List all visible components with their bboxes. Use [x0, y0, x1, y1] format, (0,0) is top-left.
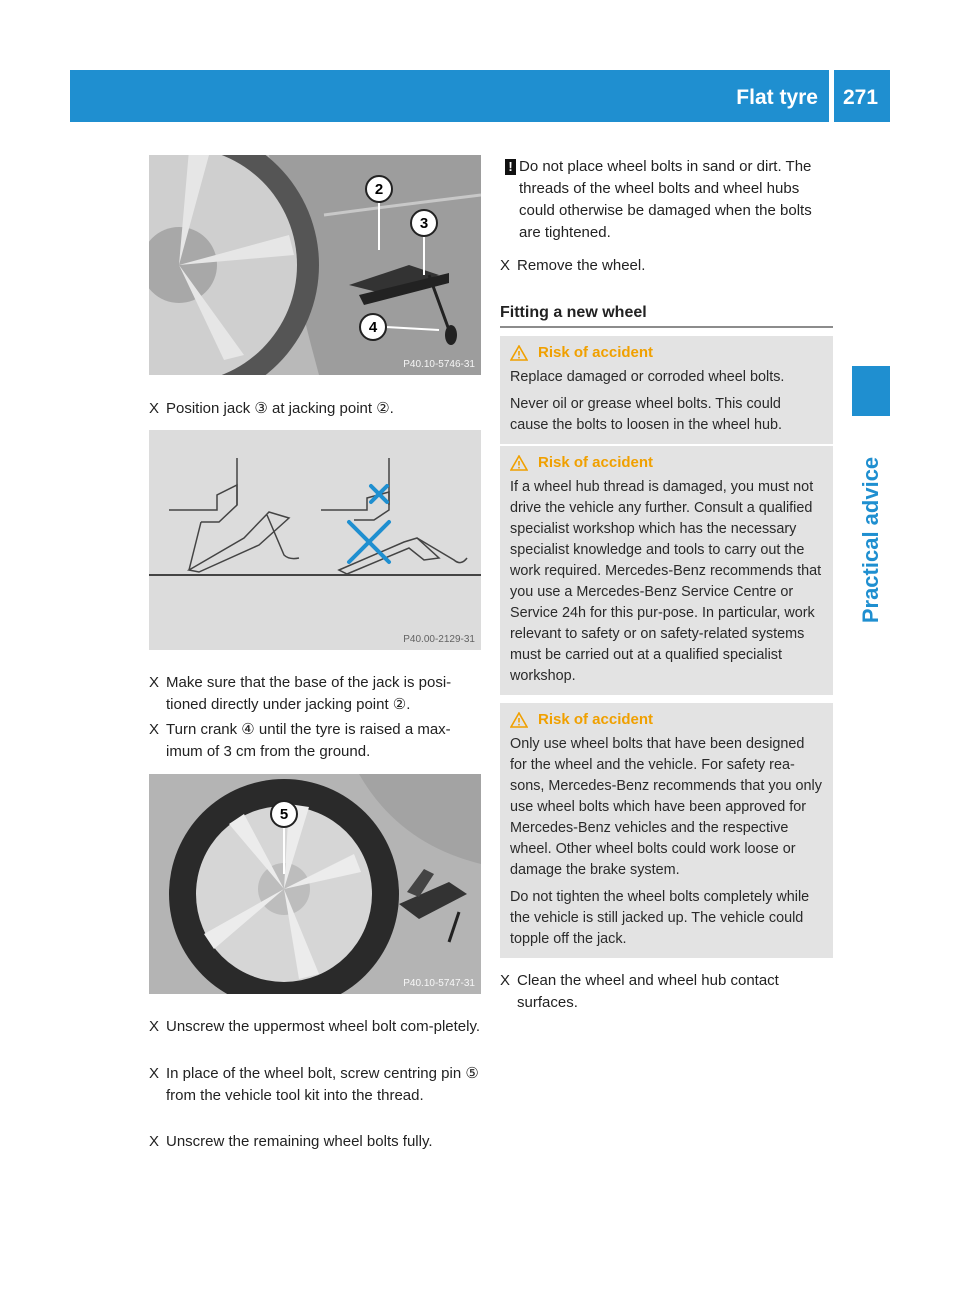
risk-paragraph: Never oil or grease wheel bolts. This could cause the bolts to loosen in the wheel hub.: [510, 396, 783, 433]
side-tab-label: Practical advice: [858, 456, 883, 624]
figure-code: P40.10-5746-31: [403, 359, 475, 370]
callout-3: 3: [419, 215, 429, 232]
step-remove-wheel: X Remove the wheel.: [500, 255, 832, 277]
risk-box: [500, 446, 833, 695]
warning-triangle-icon: [510, 455, 528, 471]
step-turn-crank: X Turn crank ④ until the tyre is raised a max-imum of 3 cm from the ground.: [149, 721, 451, 760]
step-arrow-icon: X: [149, 400, 160, 417]
jack-position-illustration: [149, 155, 481, 375]
section-title: Fitting a new wheel: [500, 304, 647, 321]
risk-paragraph: If a wheel hub thread is damaged, you must not drive the vehicle any further. Consult a qualified specialist workshop which has the necessary specialist knowledge and tools to carry out the work required. Mercedes-Benz recommends that you use a Mercedes-Benz Service Centre or Service 24h for this pur-pose. In particular, work relevant to safety or on safety-related systems must be carried out at a qualified specialist workshop.: [510, 479, 822, 684]
jack-diagram-illustration: [149, 430, 481, 650]
side-tab-marker: [852, 366, 890, 416]
figure-centring-pin: [149, 774, 481, 994]
warning-triangle-icon: [510, 345, 528, 361]
callout-5: 5: [279, 806, 289, 823]
risk-paragraph: Only use wheel bolts that have been designed for the wheel and the vehicle. For safety rea-sons, Mercedes-Benz recommends that you only use wheel bolts which have been approved for Mercedes-Benz vehicles and the respective wheel. Other wheel bolts could work loose or damage the brake system.: [510, 736, 822, 878]
notice-wheel-bolts: [500, 156, 835, 244]
risk-title: Risk of accident: [538, 711, 654, 728]
risk-paragraph: Replace damaged or corroded wheel bolts.: [510, 369, 785, 385]
exclamation-icon: !: [505, 159, 516, 175]
step-centring-pin: X In place of the wheel bolt, screw centring pin ⑤ from the vehicle tool kit into the thread.: [149, 1065, 479, 1104]
section-divider: [500, 326, 833, 328]
step-unscrew-top-bolt: X Unscrew the uppermost wheel bolt com-pletely.: [149, 1016, 484, 1038]
step-arrow-icon: X: [149, 1065, 160, 1082]
risk-title: Risk of accident: [538, 344, 654, 361]
step-jack-base: X Make sure that the base of the jack is posi-tioned directly under jacking point ②.: [149, 674, 452, 713]
step-arrow-icon: X: [149, 1018, 160, 1035]
risk-box: [500, 336, 833, 444]
step-arrow-icon: X: [149, 1133, 160, 1150]
risk-box: [500, 703, 833, 958]
centring-pin-illustration: [149, 774, 481, 994]
step-arrow-icon: X: [500, 257, 511, 274]
page-number: 271: [843, 86, 879, 109]
risk-title: Risk of accident: [538, 454, 654, 471]
step-arrow-icon: X: [149, 674, 160, 691]
step-arrow-icon: X: [500, 972, 511, 989]
callout-2: 2: [374, 181, 384, 198]
step-unscrew-remaining: X Unscrew the remaining wheel bolts fully.: [149, 1131, 484, 1153]
figure-code: P40.00-2129-31: [403, 634, 475, 645]
step-clean-surfaces: X Clean the wheel and wheel hub contact surfaces.: [500, 972, 779, 1011]
callout-4: 4: [368, 319, 378, 336]
step-arrow-icon: X: [149, 721, 160, 738]
figure-jack-diagram: [149, 430, 481, 650]
figure-jack-position: [149, 155, 481, 375]
header-separator: [829, 70, 834, 122]
notice-text: Do not place wheel bolts in sand or dirt. The threads of the wheel bolts and wheel hubs could otherwise be damaged when the bolts are tightened.: [519, 158, 812, 241]
figure-code: P40.10-5747-31: [403, 978, 475, 989]
page-title: Flat tyre: [736, 86, 818, 109]
risk-paragraph: Do not tighten the wheel bolts completely while the vehicle is still jacked up. The vehicle could topple off the jack.: [510, 889, 810, 947]
step-position-jack: X Position jack ③ at jacking point ②.: [149, 398, 484, 420]
warning-triangle-icon: [510, 712, 528, 728]
